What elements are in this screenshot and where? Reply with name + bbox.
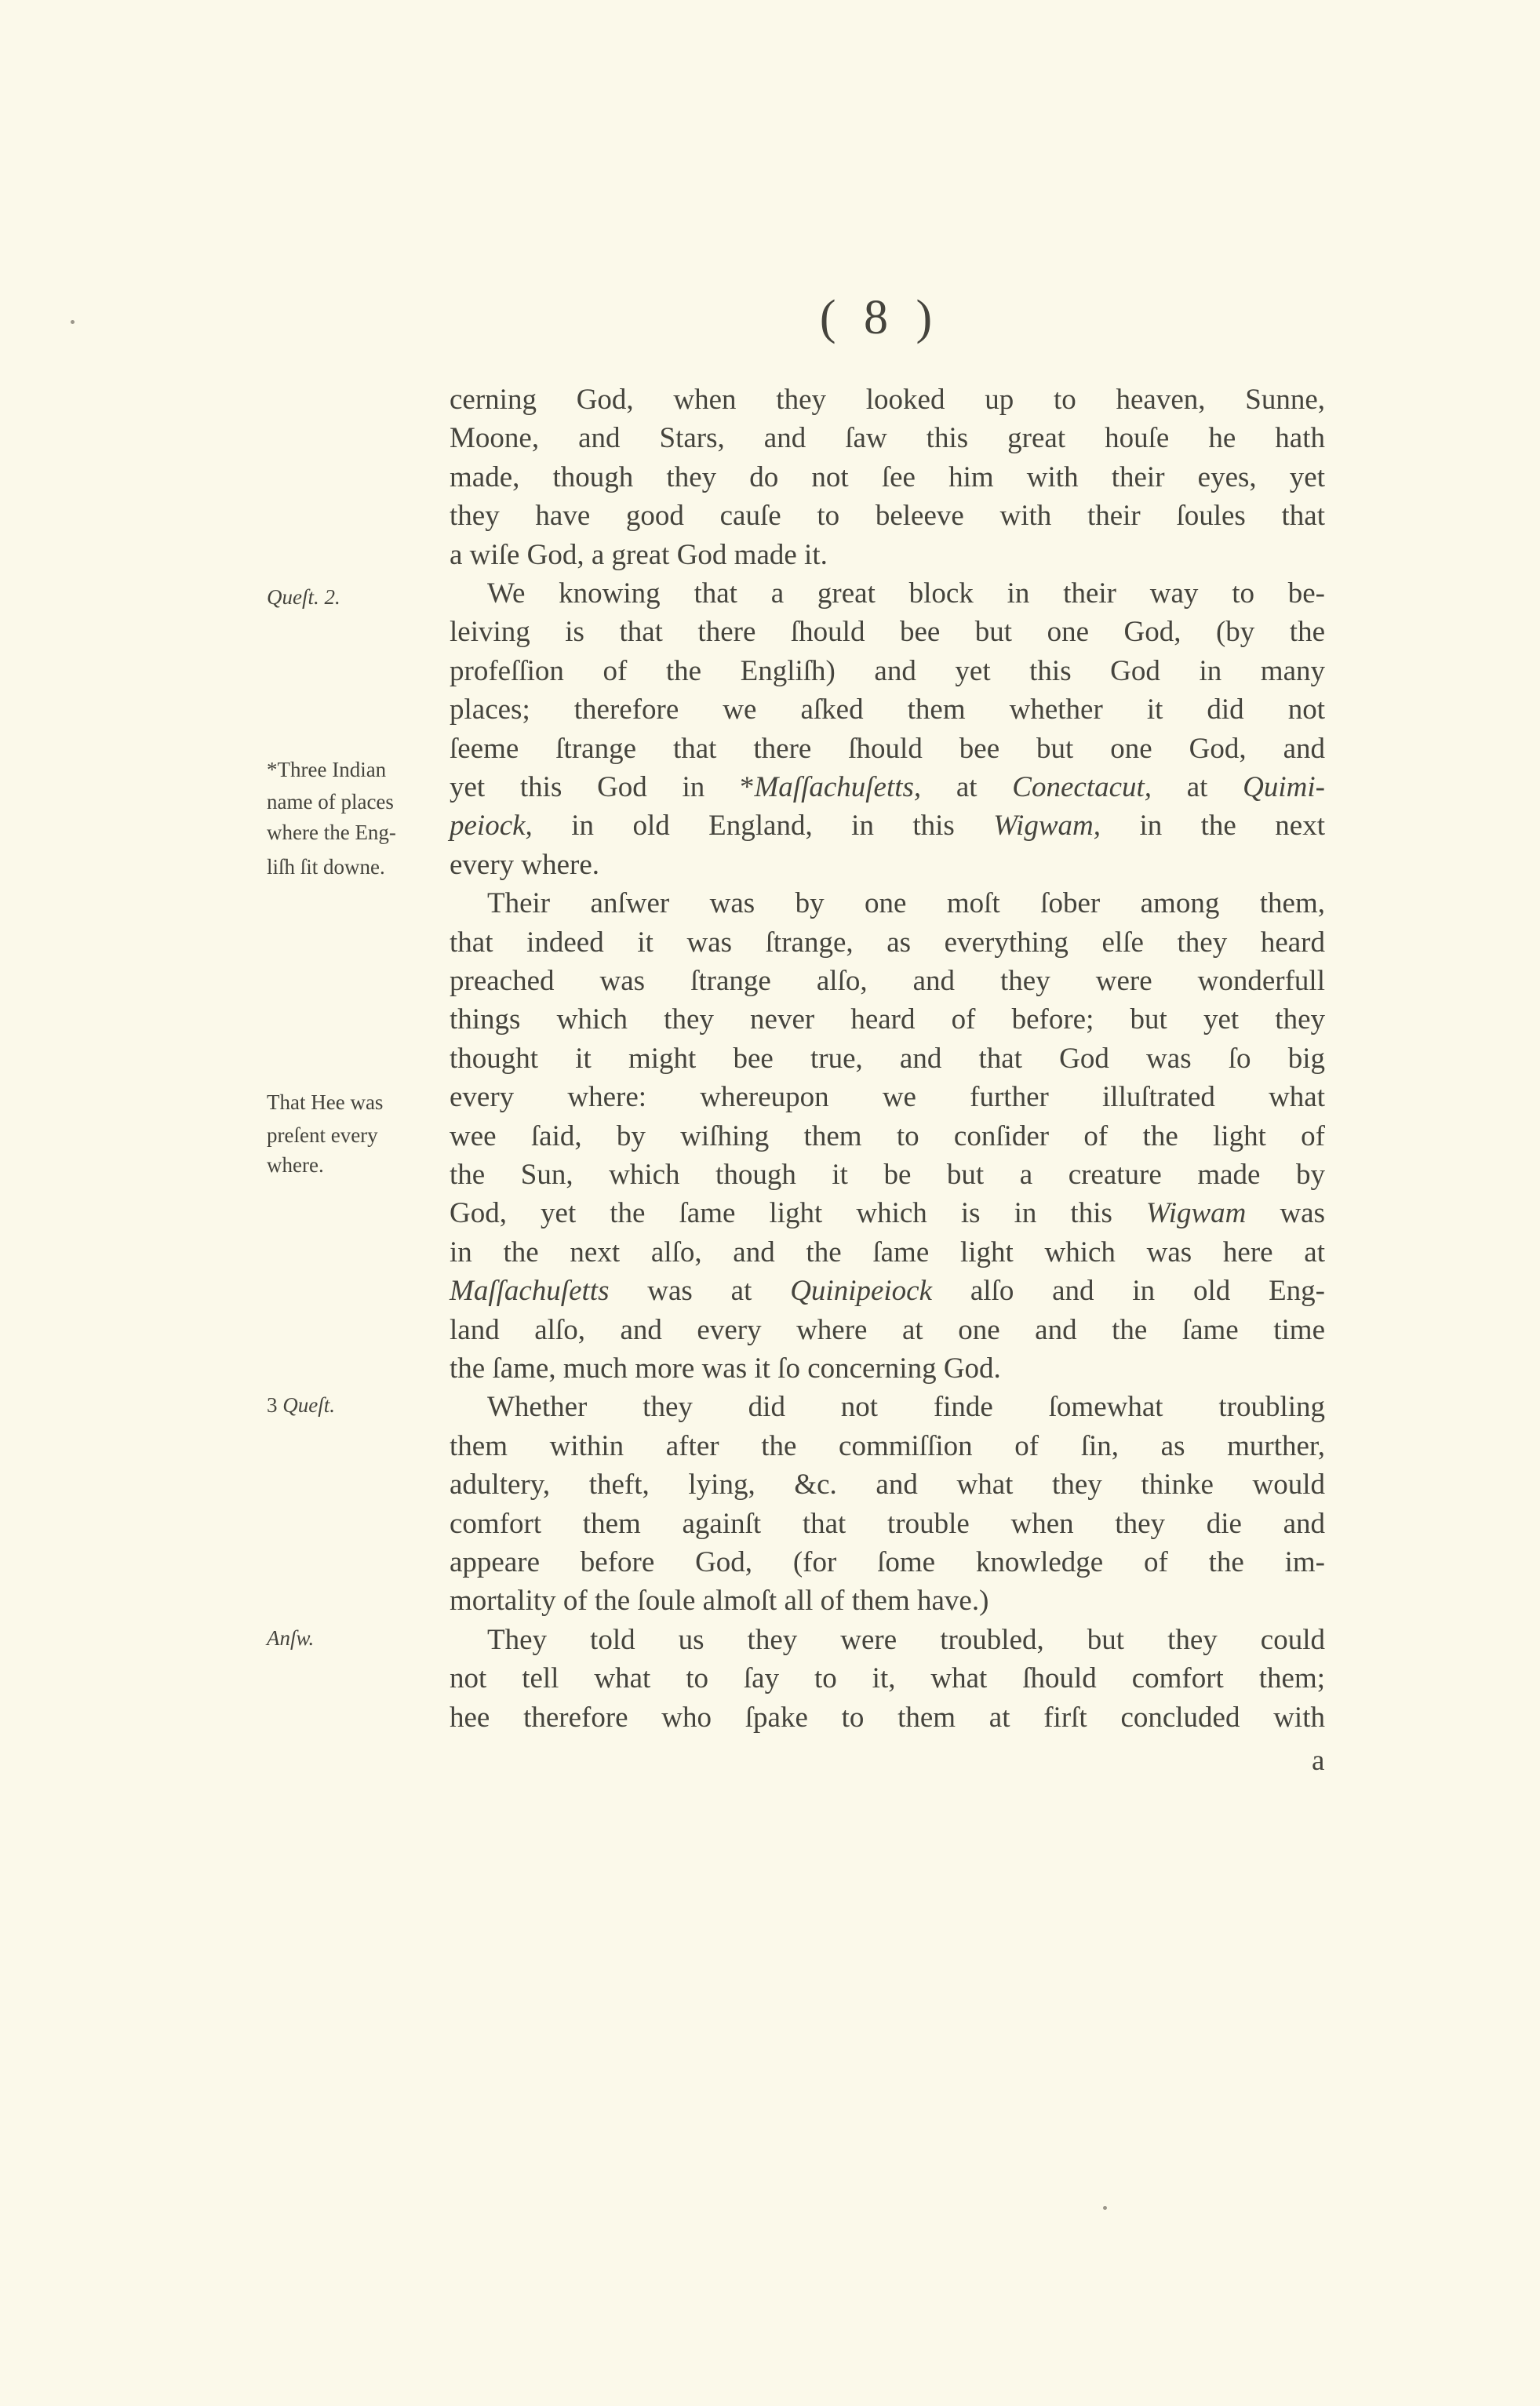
text-segment: alſo and in old Eng- bbox=[932, 1275, 1326, 1308]
margin-note-line: where the Eng- bbox=[267, 821, 396, 844]
text-line bbox=[450, 884, 1325, 923]
text-line bbox=[450, 1388, 1325, 1426]
text-line bbox=[450, 652, 1325, 690]
text-line bbox=[450, 1039, 1325, 1078]
margin-note-line: where. bbox=[267, 1153, 324, 1177]
italic-text: Maſſachuſetts, bbox=[754, 771, 922, 803]
text-line bbox=[450, 1349, 1325, 1388]
margin-note-line: liſh ſit downe. bbox=[267, 855, 385, 879]
note-number: 3 bbox=[267, 1393, 278, 1417]
text-line bbox=[450, 1000, 1325, 1039]
italic-text: Maſſachuſetts bbox=[450, 1275, 610, 1308]
text-segment: hee therefore who ſpake to them at firſt concluded with bbox=[450, 1701, 1325, 1734]
text-segment: things which they never heard of before; but yet they bbox=[450, 1003, 1325, 1036]
text-segment: every where. bbox=[450, 848, 600, 881]
text-line bbox=[450, 806, 1325, 845]
text-segment: in the next bbox=[1101, 810, 1325, 843]
text-line bbox=[450, 768, 1325, 806]
text-line bbox=[450, 574, 1325, 613]
text-line bbox=[450, 1543, 1325, 1582]
text-line bbox=[450, 730, 1325, 768]
text-line bbox=[450, 1427, 1325, 1465]
text-segment: was at bbox=[609, 1275, 791, 1308]
text-segment: We knowing that a great block in their way to be- bbox=[487, 577, 1325, 610]
italic-text: Wigwam bbox=[1145, 1197, 1247, 1230]
text-segment: mortality of the ſoule almoſt all of them have.) bbox=[450, 1585, 989, 1618]
margin-note-line: That Hee was bbox=[267, 1090, 384, 1114]
text-segment: that indeed it was ſtrange, as everything elſe they heard bbox=[450, 926, 1325, 959]
note-text: Anſw. bbox=[267, 1626, 315, 1650]
text-line bbox=[450, 1465, 1325, 1504]
page-number: ( 8 ) bbox=[819, 291, 941, 344]
italic-text: Conectacut, bbox=[1012, 771, 1152, 803]
text-segment: God, yet the ſame light which is in this bbox=[450, 1197, 1146, 1230]
text-line bbox=[450, 1659, 1325, 1698]
margin-note-quest-3 bbox=[267, 1393, 335, 1417]
text-line bbox=[450, 1698, 1325, 1737]
paper-speck bbox=[1103, 2206, 1107, 2210]
text-line bbox=[450, 846, 1325, 884]
text-segment: Their anſwer was by one moſt ſober among them, bbox=[487, 887, 1325, 920]
text-line bbox=[450, 962, 1325, 1000]
text-segment: Moone, and Stars, and ſaw this great houſe he hath bbox=[450, 422, 1325, 455]
text-line bbox=[450, 536, 1325, 574]
text-segment: made, though they do not ſee him with their eyes, yet bbox=[450, 460, 1325, 493]
note-text: Queſt. bbox=[282, 1393, 335, 1417]
text-segment: ſeeme ſtrange that there ſhould bee but one God, and bbox=[450, 732, 1325, 765]
text-segment: the Sun, which though it be but a creature made by bbox=[450, 1159, 1325, 1191]
italic-text: Quinipeiock bbox=[790, 1275, 933, 1308]
text-line bbox=[450, 1621, 1325, 1659]
text-line bbox=[450, 690, 1325, 729]
text-segment: wee ſaid, by wiſhing them to conſider of the light of bbox=[450, 1119, 1325, 1152]
text-segment: them within after the commiſſion of ſin, as murther, bbox=[450, 1429, 1325, 1462]
text-segment: at bbox=[1152, 771, 1243, 803]
text-segment: land alſo, and every where at one and the ſame time bbox=[450, 1313, 1325, 1346]
text-segment: preached was ſtrange alſo, and they were wonderfull bbox=[450, 965, 1325, 997]
italic-text: peiock, bbox=[450, 810, 533, 843]
text-line bbox=[450, 1117, 1325, 1156]
text-line bbox=[450, 1311, 1325, 1349]
text-line bbox=[450, 1272, 1325, 1310]
text-line bbox=[450, 1505, 1325, 1543]
text-segment: every where: whereupon we further illuſtrated what bbox=[450, 1081, 1325, 1114]
text-segment: thought it might bee true, and that God was ſo big bbox=[450, 1042, 1325, 1075]
text-segment: not tell what to ſay to it, what ſhould comfort them; bbox=[450, 1662, 1325, 1695]
italic-text: Quimi- bbox=[1243, 771, 1325, 803]
text-line bbox=[450, 1233, 1325, 1272]
text-segment: the ſame, much more was it ſo concerning God. bbox=[450, 1352, 1001, 1385]
text-segment: in the next alſo, and the ſame light which was here at bbox=[450, 1236, 1325, 1269]
catchword: a bbox=[1312, 1745, 1325, 1777]
text-segment: in old England, in this bbox=[532, 810, 994, 843]
text-line bbox=[450, 1078, 1325, 1116]
text-line bbox=[450, 1194, 1325, 1232]
text-segment: They told us they were troubled, but they could bbox=[487, 1623, 1325, 1656]
text-segment: yet this God in * bbox=[450, 771, 755, 803]
text-segment: profeſſion of the Engliſh) and yet this God in many bbox=[450, 654, 1325, 687]
note-text: Queſt. 2. bbox=[267, 585, 340, 609]
text-line bbox=[450, 1156, 1325, 1194]
text-segment: a wiſe God, a great God made it. bbox=[450, 538, 828, 571]
text-segment: they have good cauſe to beleeve with their ſoules that bbox=[450, 500, 1325, 533]
text-segment: comfort them againſt that trouble when they die and bbox=[450, 1507, 1325, 1540]
margin-note-answer bbox=[267, 1626, 314, 1650]
text-line bbox=[450, 458, 1325, 497]
text-segment: was bbox=[1246, 1197, 1325, 1230]
text-segment: cerning God, when they looked up to heaven, Sunne, bbox=[450, 384, 1325, 416]
margin-note-line: name of places bbox=[267, 790, 394, 814]
text-line bbox=[450, 613, 1325, 651]
paper-speck bbox=[71, 320, 75, 324]
text-line bbox=[450, 419, 1325, 457]
text-segment: leiving is that there ſhould bee but one God, (by the bbox=[450, 616, 1325, 649]
margin-note-line: preſent every bbox=[267, 1123, 378, 1147]
text-segment: Whether they did not finde ſomewhat troubling bbox=[487, 1391, 1325, 1424]
italic-text: Wigwam, bbox=[993, 810, 1101, 843]
text-segment: at bbox=[921, 771, 1013, 803]
text-line bbox=[450, 380, 1325, 419]
margin-note-line: *Three Indian bbox=[267, 758, 387, 781]
text-line bbox=[450, 497, 1325, 535]
text-segment: appeare before God, (for ſome knowledge of the im- bbox=[450, 1546, 1325, 1578]
text-segment: adultery, theft, lying, &c. and what they thinke would bbox=[450, 1469, 1325, 1501]
text-segment: places; therefore we aſked them whether it did not bbox=[450, 693, 1325, 726]
text-line bbox=[450, 923, 1325, 962]
text-line bbox=[450, 1582, 1325, 1620]
margin-note-quest-2 bbox=[267, 585, 340, 609]
